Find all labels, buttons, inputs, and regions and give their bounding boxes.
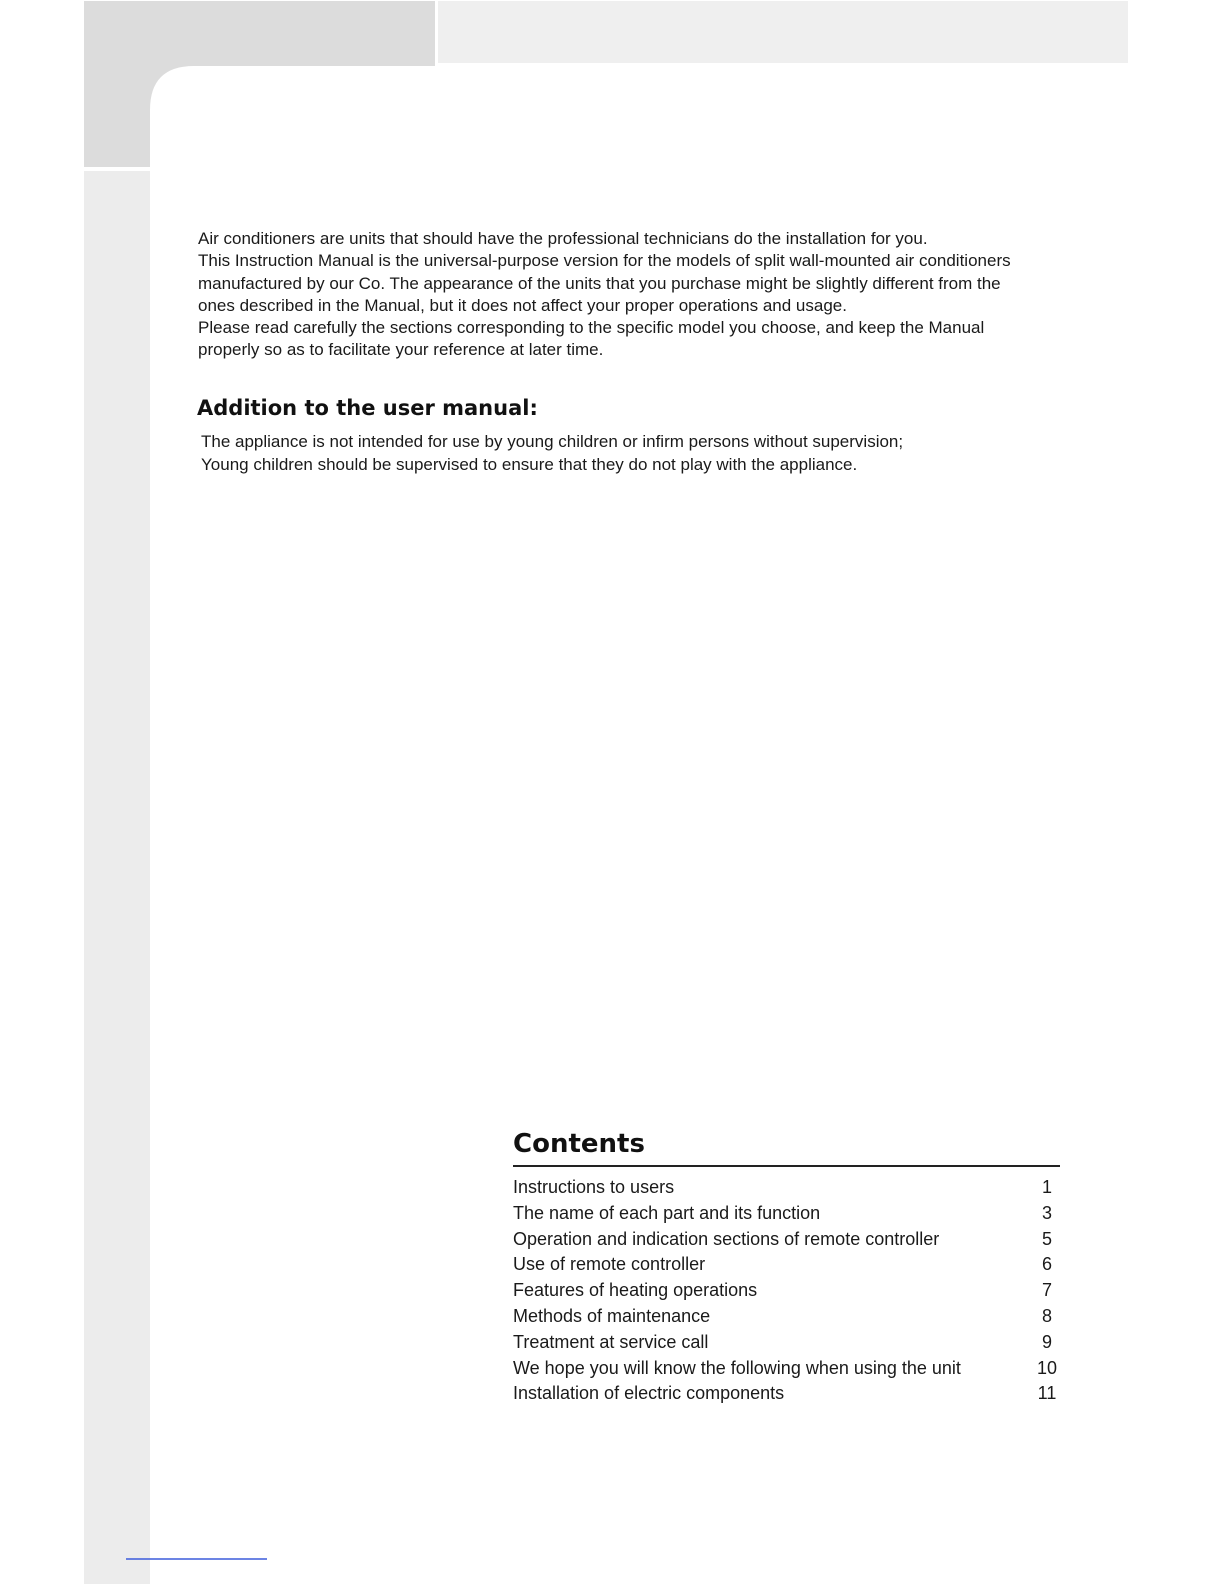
- addition-line: The appliance is not intended for use by young children or infirm persons without supervision;: [201, 432, 904, 451]
- toc-entry-label: The name of each part and its function: [513, 1202, 821, 1223]
- intro-line: Please read carefully the sections corresponding to the specific model you choose, and keep the Manual: [198, 318, 985, 338]
- toc-entry-page: 7: [1041, 1280, 1052, 1301]
- toc-entry-page: 6: [1041, 1254, 1052, 1275]
- toc-entry[interactable]: [513, 1175, 1060, 1201]
- toc-entry[interactable]: [513, 1201, 1060, 1227]
- contents-section: [513, 1126, 1060, 1407]
- toc-entry[interactable]: [513, 1304, 1060, 1330]
- toc-entry-page: 3: [1041, 1202, 1052, 1223]
- toc-entry-page: 5: [1041, 1228, 1052, 1249]
- toc-entry[interactable]: [513, 1356, 1060, 1382]
- header-bar-right: [438, 1, 1128, 63]
- toc-entry-label: Use of remote controller: [513, 1254, 706, 1275]
- contents-title: Contents: [513, 1129, 645, 1159]
- toc-entry[interactable]: [513, 1278, 1060, 1304]
- toc-entry[interactable]: [513, 1381, 1060, 1407]
- page-title: Foreword: [178, 68, 474, 131]
- contents-divider: [513, 1165, 1060, 1167]
- addition-heading: Addition to the user manual:: [197, 396, 538, 420]
- intro-line: Air conditioners are units that should have the professional technicians do the installation for you.: [198, 229, 928, 248]
- toc-entry-label: Features of heating operations: [513, 1280, 758, 1301]
- toc-entry[interactable]: [513, 1252, 1060, 1278]
- toc-entry-label: Methods of maintenance: [513, 1305, 711, 1326]
- toc-entry-page: 9: [1041, 1331, 1052, 1352]
- toc-entry[interactable]: [513, 1330, 1060, 1356]
- toc-entry-label: Operation and indication sections of remote controller: [513, 1228, 940, 1249]
- toc-entry-page: 1: [1041, 1177, 1052, 1197]
- addition-line: Young children should be supervised to ensure that they do not play with the appliance.: [201, 455, 858, 474]
- left-sidebar-band: [84, 171, 150, 1584]
- intro-line: manufactured by our Co. The appearance of the units that you purchase might be slightly different from the: [198, 273, 1001, 293]
- addition-paragraph: [201, 430, 1081, 476]
- toc-entry-label: Instructions to users: [513, 1177, 675, 1197]
- toc-entry-page: 8: [1041, 1305, 1052, 1326]
- toc-entry-label: Installation of electric components: [513, 1383, 785, 1404]
- intro-paragraph: [198, 228, 1078, 362]
- intro-line: This Instruction Manual is the universal-purpose version for the models of split wall-mounted air conditioners: [198, 251, 1011, 271]
- toc-entry-label: Treatment at service call: [513, 1331, 709, 1352]
- intro-line: ones described in the Manual, but it does not affect your proper operations and usage.: [198, 295, 847, 315]
- toc-entry[interactable]: [513, 1227, 1060, 1253]
- toc-entry-page: 10: [1036, 1357, 1058, 1378]
- intro-line: properly so as to facilitate your reference at later time.: [198, 340, 604, 360]
- toc-entry-label: We hope you will know the following when using the unit: [513, 1357, 961, 1378]
- toc-entry-page: 11: [1037, 1383, 1057, 1404]
